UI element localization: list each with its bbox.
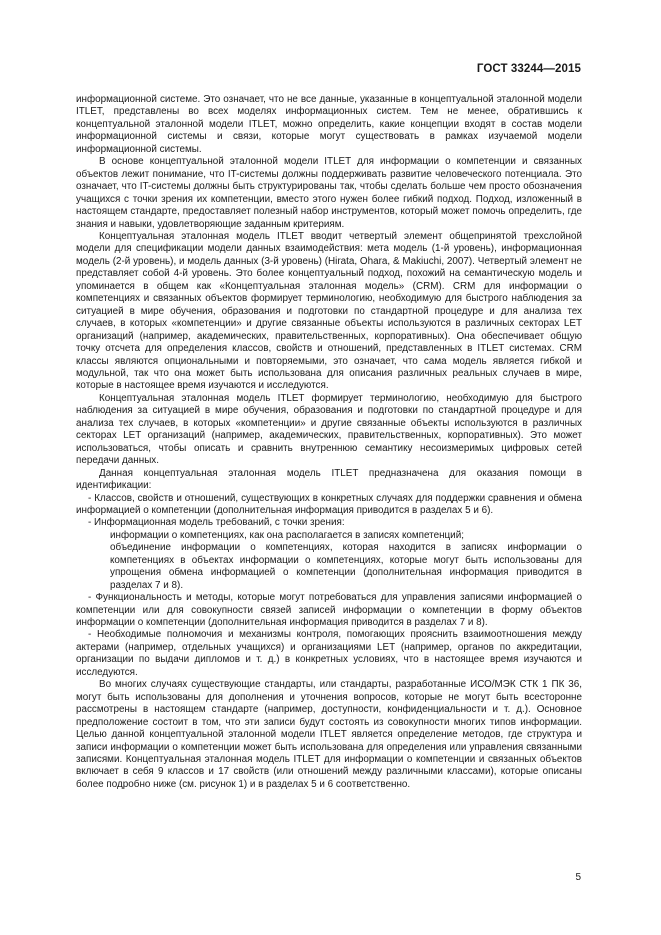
page-number: 5 xyxy=(575,872,581,883)
paragraph: информационной системе. Это означает, что не все данные, указанные в концептуальной эталонной модели ITLET, представлены во всех моделях информационных систем. Тем не менее, обратившись к концептуальной эталонной модели ITLET, можно определить, какие концепции входят в состав модели информационной системы и связи, которые могут существовать в рамках изучаемой модели информационной системы. xyxy=(76,94,582,155)
body-text xyxy=(76,94,582,791)
standard-header: ГОСТ 33244—2015 xyxy=(476,63,581,75)
sub-list-item: объединение информации о компетенциях, которая находится в записях информации о компетенциях в объектах информации о компетенциях, которые могут быть использованы для упрощения обмена информацией о компетенции (дополнительная информация приводится в разделах 7 и 8). xyxy=(110,542,582,591)
paragraph: Концептуальная эталонная модель ITLET вводит четвертый элемент общепринятой трехслойной модели для спецификации модели данных взаимодействия: мета модель (1-й уровень), информационная модель (2-й уровень), и модель данных (3-й уровень) (Hirata, Ohara, & Makiuchi, 2007). Четвертый элемент не представляет собой 4-й уровень. Это более концептуальный подход, похожий на семантическую модель и упоминается в общем как «Концептуальная эталонная модель» (CRM). CRM для информации о компетенциях и связанных объектов формирует терминологию, необходимую для быстрого наблюдения за ситуацией в мире обучения, образования и подготовки по стандартной процедуре и для анализа тех случаев, в которых «компетенции» и другие связанные объекты используются в различных секторах LET организаций (например, академических, правительственных, корпоративных). Она обеспечивает общую точку отсчета для определения классов, свойств и отношений, представленных в ITLET системах. CRM классы являются опциональными и повторяемыми, это означает, что сама модель является гибкой и модульной, так что она может быть использована для описания различных реальных случаев в мире, которые в настоящее время изучаются и исследуются. xyxy=(76,230,582,392)
list-item: - Информационная модель требований, с точки зрения: xyxy=(88,517,345,529)
list-item: - Функциональность и методы, которые могут потребоваться для управления записями информацией о компетенции или для совокупности связей записей информации о компетенции в форму объектов информации о компетенции (дополнительная информация приводится в разделах 7 и 8). xyxy=(76,592,582,629)
paragraph: В основе концептуальной эталонной модели ITLET для информации о компетенции и связанных объектов лежит понимание, что IT-системы должны поддерживать развитие человеческого потенциала. Это означает, что IT-системы должны быть структурированы так, чтобы сделать больше чем просто обозначения учащихся с точки зрения их компетенции, вместо этого нужен более гибкий подход. Подход, изложенный в настоящем стандарте, предоставляет полезный набор инструментов, который может помочь определить, где знания и навыки, удовлетворяющие заданным критериям. xyxy=(76,156,582,230)
list-item: - Классов, свойств и отношений, существующих в конкретных случаях для поддержки сравнения и обмена информацией о компетенции (дополнительная информация приводится в разделах 5 и 6). xyxy=(76,492,582,516)
paragraph: Во многих случаях существующие стандарты, или стандарты, разработанные ИСО/МЭК СТК 1 ПК 36, могут быть использованы для дополнения и уточнения вопросов, которые не могут быть всесторонне рассмотрены в настоящем стандарте (например, доступности, конфиденциальности и т. д.). Основное предположение состоит в том, что эти записи будут состоять из совокупности многих типов информации. Целью данной концептуальной эталонной модели ITLET является определение методов, где структура и записи информации о компетенции может быть использована для определения или управления связанными записями. Концептуальная эталонная модель ITLET для информации о компетенции и связанных объектов включает в себя 9 классов и 17 свойств (или отношений между различными классами), которые описаны более подробно ниже (см. рисунок 1) и в разделах 5 и 6 соответственно. xyxy=(76,679,582,790)
paragraph: Концептуальная эталонная модель ITLET формирует терминологию, необходимую для быстрого наблюдения за ситуацией в мире обучения, образования и подготовки по стандартной процедуре и для анализа тех случаев, в которых «компетенции» и другие связанные объекты используются в различных секторах LET организаций (например, академических, правительственных, корпоративных). Это может использоваться, чтобы описать и сравнить внутреннюю семантику несоизмеримых цифровых сетей передачи данных. xyxy=(76,392,582,467)
paragraph: Данная концептуальная эталонная модель ITLET предназначена для оказания помощи в идентификации: xyxy=(76,467,582,492)
list-item: - Необходимые полномочия и механизмы контроля, помогающих прояснить взаимоотношения между актерами (например, отдельных учащихся) и организациями LET (например, органов по аккредитации, организации по выдачи дипломов и т. д.) в конкретных условиях, что в настоящее время изучаются и исследуются. xyxy=(76,629,582,678)
sub-list-item: информации о компетенциях, как она располагается в записях компетенций; xyxy=(110,529,464,541)
